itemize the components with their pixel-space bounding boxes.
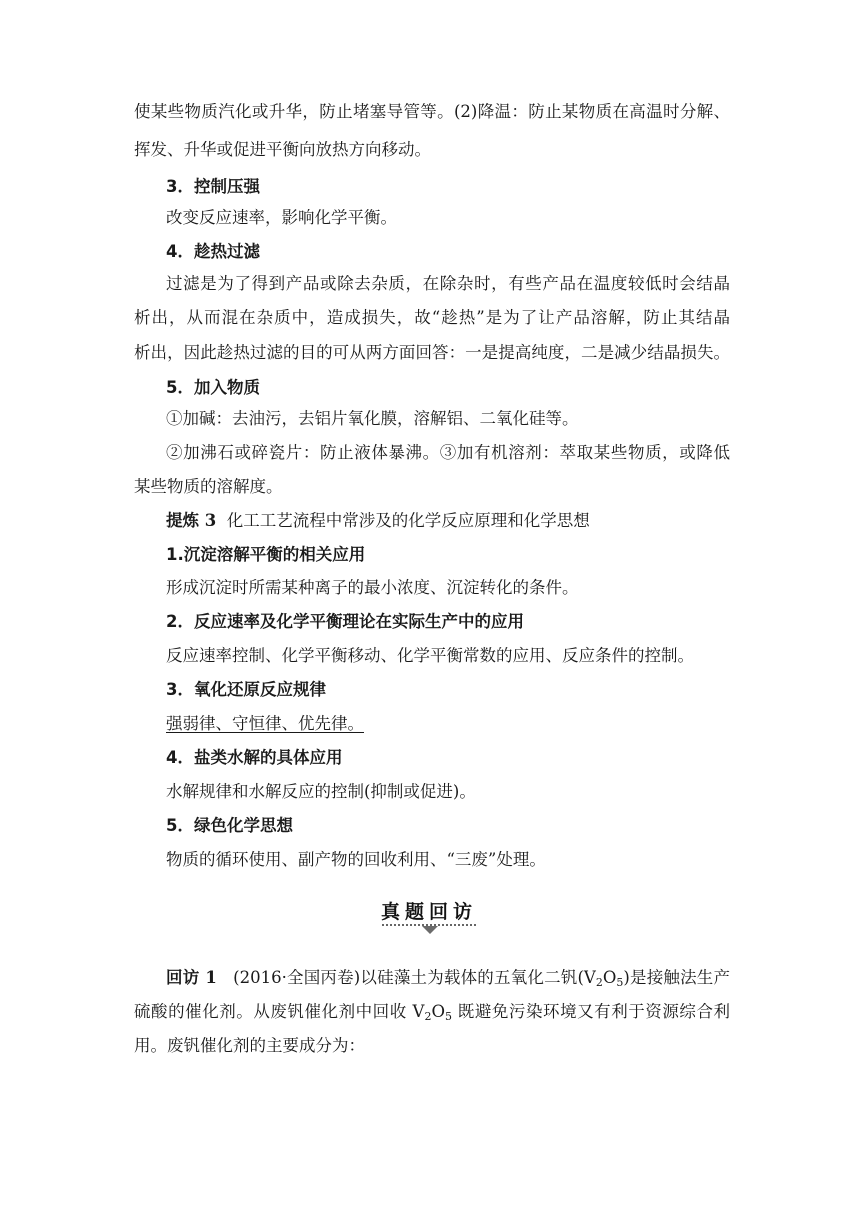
huifang-p1-sub-1: 2 [595,976,603,989]
topic-4-text: 水解规律和水解反应的控制(抑制或促进)。 [166,782,476,801]
huifang-p1-mid: O [602,968,617,987]
topic-1-heading: 1.沉淀溶解平衡的相关应用 [166,545,366,564]
section-3-heading: 3．控制压强 [166,177,260,196]
tilian-label: 提炼 3 [166,511,217,530]
intro-line-2: 挥发、升华或促进平衡向放热方向移动。 [134,140,431,159]
section-3-text: 改变反应速率，影响化学平衡。 [166,208,397,227]
section-5-item-2-line-1: ②加沸石或碎瓷片：防止液体暴沸。③加有机溶剂：萃取某些物质，或降低 [166,443,730,462]
topic-5-heading: 5．绿色化学思想 [166,816,293,835]
topic-2-heading: 2．反应速率及化学平衡理论在实际生产中的应用 [166,612,524,631]
section-4-line-2: 析出，从而混在杂质中，造成损失，故“趁热”是为了让产品溶解，防止其结晶 [134,308,730,327]
huifang-line-3: 用。废钒催化剂的主要成分为： [134,1036,365,1055]
tilian-title: 化工工艺流程中常涉及的化学反应原理和化学思想 [226,511,590,530]
intro-line-1: 使某些物质汽化或升华，防止堵塞导管等。(2)降温：防止某物质在高温时分解、 [134,102,730,121]
section-5-item-2-line-2: 某些物质的溶解度。 [134,477,283,496]
section-4-heading: 4．趁热过滤 [166,242,260,261]
tilian-3-heading [166,509,730,533]
topic-3-text [166,712,730,736]
topic-1-text: 形成沉淀时所需某种离子的最小浓度、沉淀转化的条件。 [166,578,579,597]
section-5-heading: 5．加入物质 [166,378,260,397]
topic-2-text: 反应速率控制、化学平衡移动、化学平衡常数的应用、反应条件的控制。 [166,646,694,665]
banner-arrow-icon [422,926,438,934]
huifang-label: 回访 1 [166,968,217,987]
section-5-item-1: ①加碱：去油污，去铝片氧化膜，溶解铝、二氧化硅等。 [166,409,579,428]
huifang-p1-sub-2: 5 [616,976,624,989]
huifang-p2-after: 既避免污染环境又有利于资源综合利 [452,1002,730,1021]
section-4-line-1: 过滤是为了得到产品或除去杂质，在除杂时，有些产品在温度较低时会结晶 [166,274,730,293]
topic-3-text-underlined: 强弱律、守恒律、优先律。 [166,714,364,733]
topic-3-heading: 3．氧化还原反应规律 [166,680,326,699]
huifang-p2-sub-2: 5 [445,1010,452,1023]
topic-4-heading: 4．盐类水解的具体应用 [166,748,343,767]
huifang-p1-before: 以硅藻土为载体的五氧化二钒(V [360,968,596,987]
huifang-source: (2016·全国丙卷) [233,968,361,987]
section-4-line-3: 析出，因此趁热过滤的目的可从两方面回答：一是提高纯度，二是减少结晶损失。 [134,343,730,362]
huifang-p2-sub-1: 2 [424,1010,432,1023]
huifang-p2-before: 硫酸的催化剂。从废钒催化剂中回收 V [134,1002,425,1021]
huifang-line-1 [166,966,730,990]
topic-5-text: 物质的循环使用、副产物的回收利用、“三废”处理。 [166,850,546,869]
section-banner [380,898,478,938]
huifang-p2-mid: O [431,1002,445,1021]
huifang-p1-after: )是接触法生产 [623,968,730,987]
banner-title: 真题回访 [380,901,477,923]
huifang-line-2 [134,1000,730,1024]
